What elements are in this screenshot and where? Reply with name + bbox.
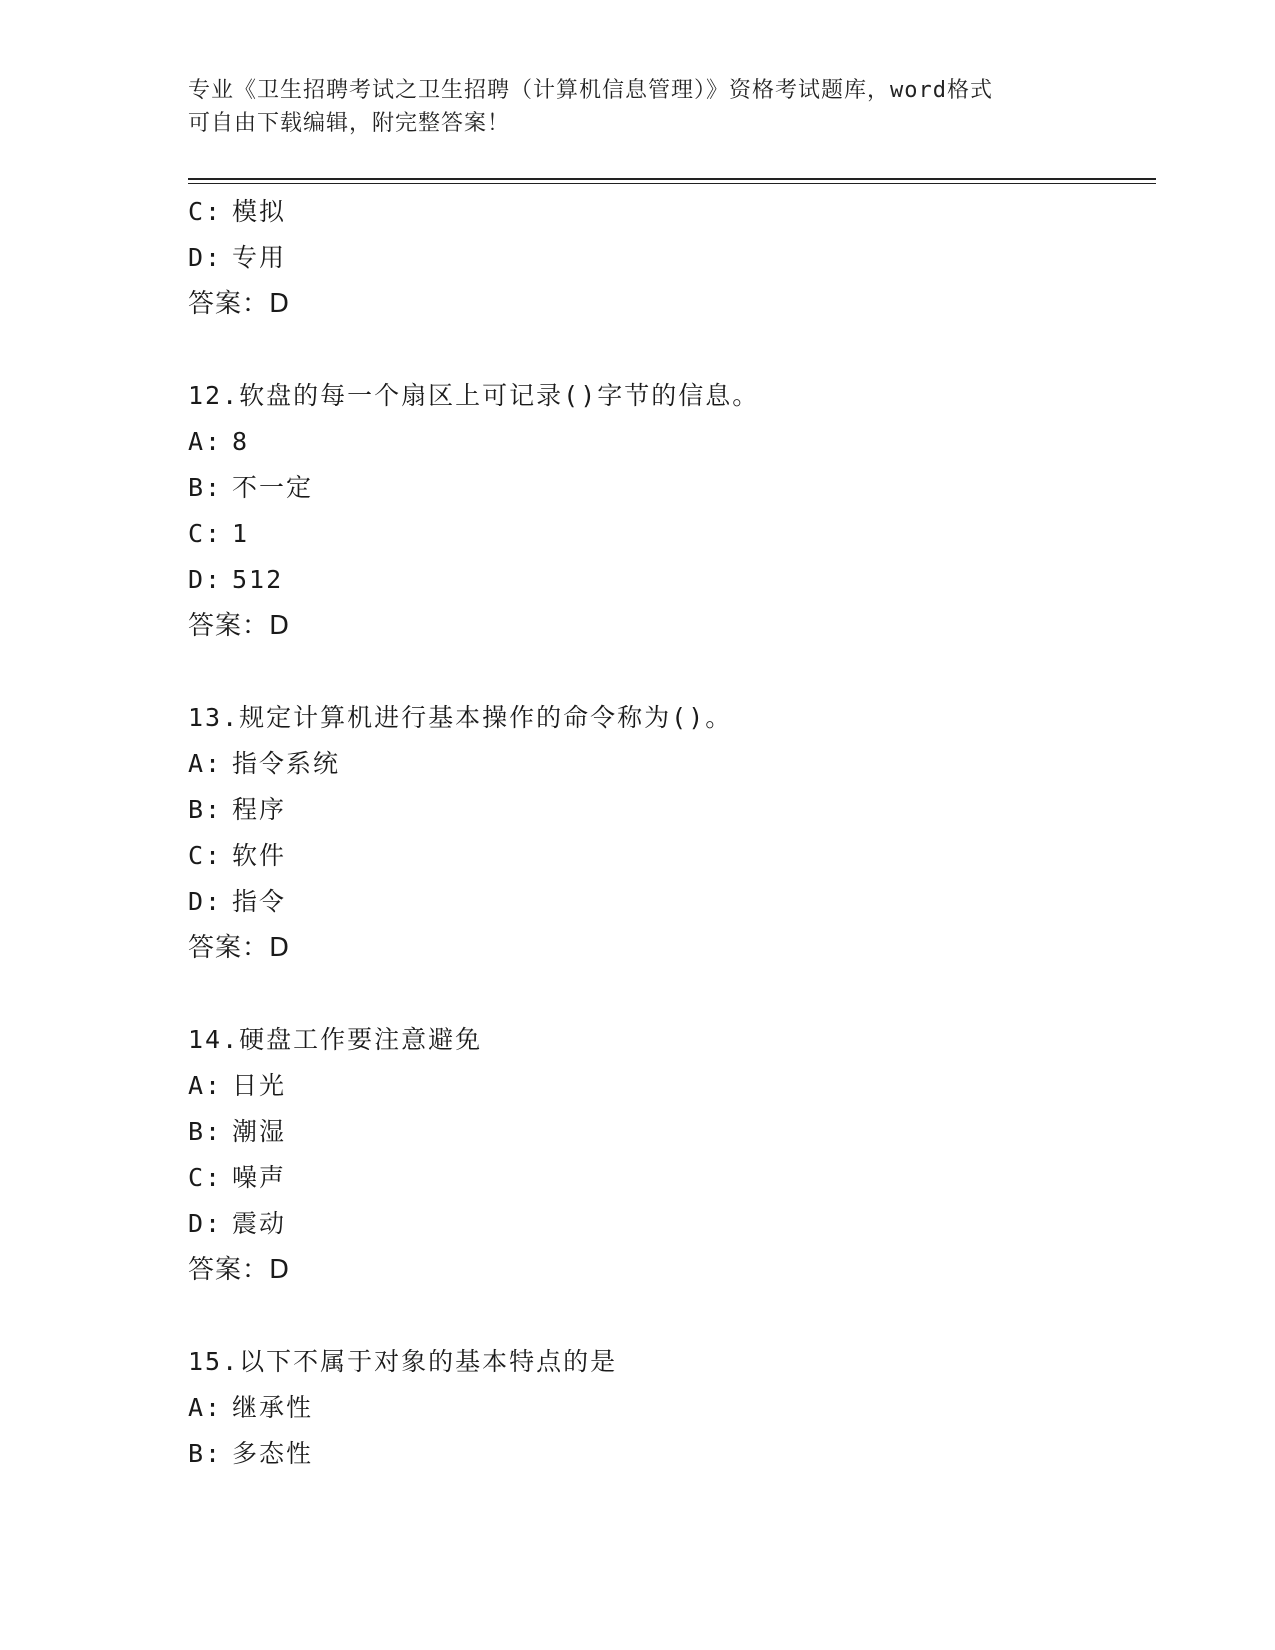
option-b: [188, 1431, 1148, 1477]
option-text: 多态性: [232, 1439, 314, 1468]
option-b: [188, 1109, 1148, 1155]
option-letter: C:: [188, 841, 223, 870]
header-divider-thick: [188, 178, 1156, 180]
option-d: [188, 557, 1148, 603]
answer-line: 答案：D: [188, 1255, 291, 1285]
option-text: 继承性: [232, 1393, 314, 1422]
question-stem: 14.硬盘工作要注意避免: [188, 1025, 483, 1054]
option-text: 指令系统: [232, 749, 341, 778]
option-d: [188, 879, 1148, 925]
document-header: [188, 74, 1108, 140]
answer-line: 答案：D: [188, 289, 291, 319]
option-a: [188, 741, 1148, 787]
option-letter: A:: [188, 1393, 223, 1422]
option-a: [188, 419, 1148, 465]
option-letter: A:: [188, 1071, 223, 1100]
option-a: [188, 1385, 1148, 1431]
option-c: [188, 1155, 1148, 1201]
option-letter: A:: [188, 749, 223, 778]
option-text: 模拟: [232, 197, 287, 226]
option-text: 噪声: [232, 1163, 287, 1192]
option-letter: B:: [188, 473, 223, 502]
option-text: 程序: [232, 795, 287, 824]
spacer: [188, 649, 1148, 695]
option-b: [188, 787, 1148, 833]
question-stem: 12.软盘的每一个扇区上可记录()字节的信息。: [188, 381, 760, 410]
option-letter: A:: [188, 427, 223, 456]
option-text: 日光: [232, 1071, 287, 1100]
option-letter: B:: [188, 1439, 223, 1468]
option-d: [188, 235, 1148, 281]
option-c: [188, 833, 1148, 879]
option-letter: D:: [188, 243, 223, 272]
option-d: [188, 1201, 1148, 1247]
header-line-1: 专业《卫生招聘考试之卫生招聘（计算机信息管理）》资格考试题库，word格式: [188, 78, 993, 103]
answer-line: 答案：D: [188, 611, 291, 641]
option-text: 震动: [232, 1209, 287, 1238]
option-letter: C:: [188, 519, 223, 548]
option-text: 不一定: [232, 473, 314, 502]
spacer: [188, 1293, 1148, 1339]
spacer: [188, 327, 1148, 373]
option-text: 512: [232, 565, 284, 594]
option-letter: C:: [188, 197, 223, 226]
option-a: [188, 1063, 1148, 1109]
option-text: 潮湿: [232, 1117, 287, 1146]
question-stem: 15.以下不属于对象的基本特点的是: [188, 1347, 618, 1376]
option-letter: B:: [188, 795, 223, 824]
option-letter: D:: [188, 1209, 223, 1238]
option-text: 软件: [232, 841, 287, 870]
header-divider-thin: [188, 183, 1156, 184]
answer-line: 答案：D: [188, 933, 291, 963]
option-letter: C:: [188, 1163, 223, 1192]
option-text: 8: [232, 427, 250, 456]
option-text: 指令: [232, 887, 287, 916]
option-b: [188, 465, 1148, 511]
question-stem: 13.规定计算机进行基本操作的命令称为()。: [188, 703, 733, 732]
option-letter: D:: [188, 565, 223, 594]
option-letter: D:: [188, 887, 223, 916]
option-letter: B:: [188, 1117, 223, 1146]
question-list: [188, 189, 1148, 1477]
option-text: 专用: [232, 243, 287, 272]
option-c: [188, 189, 1148, 235]
spacer: [188, 971, 1148, 1017]
option-c: [188, 511, 1148, 557]
header-line-2: 可自由下载编辑，附完整答案！: [188, 111, 511, 136]
option-text: 1: [232, 519, 250, 548]
